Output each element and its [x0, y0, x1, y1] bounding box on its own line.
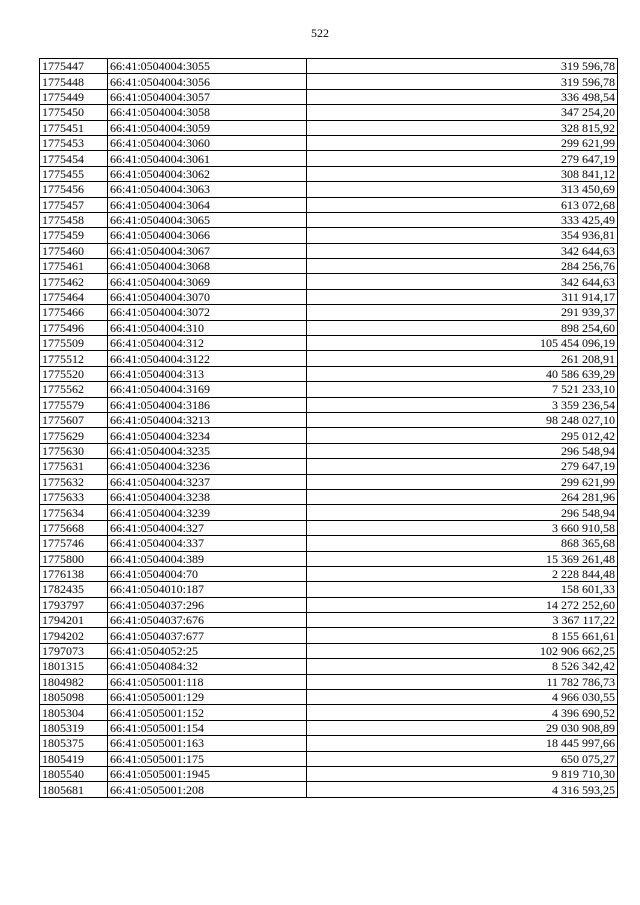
row-number-cell: 1805419 [40, 751, 108, 766]
table-row [40, 690, 618, 705]
page-number: 522 [311, 26, 329, 40]
cadastral-number-cell: 66:41:0505001:208 [108, 782, 307, 797]
table-body [40, 59, 618, 798]
cadastral-value-cell: 11 782 786,73 [307, 674, 618, 689]
cadastral-number-cell: 66:41:0504037:677 [108, 628, 307, 643]
table-row [40, 182, 618, 197]
cadastral-value-cell: 8 526 342,42 [307, 659, 618, 674]
cadastral-value-table [39, 58, 618, 798]
table-row [40, 305, 618, 320]
row-number-cell: 1775453 [40, 135, 108, 150]
cadastral-number-cell: 66:41:0504004:312 [108, 336, 307, 351]
cadastral-value-cell: 311 914,17 [307, 289, 618, 304]
cadastral-value-cell: 342 644,63 [307, 274, 618, 289]
row-number-cell: 1775455 [40, 166, 108, 181]
table-row [40, 643, 618, 658]
row-number-cell: 1775466 [40, 305, 108, 320]
table-row [40, 243, 618, 258]
table-row [40, 105, 618, 120]
table-row [40, 274, 618, 289]
cadastral-value-cell: 354 936,81 [307, 228, 618, 243]
cadastral-value-cell: 336 498,54 [307, 89, 618, 104]
cadastral-number-cell: 66:41:0504004:3057 [108, 89, 307, 104]
row-number-cell: 1775456 [40, 182, 108, 197]
table-row [40, 782, 618, 797]
cadastral-value-cell: 291 939,37 [307, 305, 618, 320]
cadastral-value-cell: 264 281,96 [307, 489, 618, 504]
cadastral-value-cell: 650 075,27 [307, 751, 618, 766]
cadastral-number-cell: 66:41:0504004:3069 [108, 274, 307, 289]
table-row [40, 505, 618, 520]
cadastral-value-cell: 40 586 639,29 [307, 366, 618, 381]
cadastral-value-cell: 158 601,33 [307, 582, 618, 597]
row-number-cell: 1782435 [40, 582, 108, 597]
row-number-cell: 1776138 [40, 566, 108, 581]
cadastral-value-cell: 342 644,63 [307, 243, 618, 258]
row-number-cell: 1775447 [40, 59, 108, 74]
row-number-cell: 1775451 [40, 120, 108, 135]
cadastral-value-cell: 2 228 844,48 [307, 566, 618, 581]
row-number-cell: 1775630 [40, 443, 108, 458]
table-row [40, 520, 618, 535]
table-row [40, 751, 618, 766]
table-row [40, 474, 618, 489]
row-number-cell: 1775631 [40, 459, 108, 474]
row-number-cell: 1805375 [40, 736, 108, 751]
table-row [40, 320, 618, 335]
table-row [40, 212, 618, 227]
row-number-cell: 1775746 [40, 536, 108, 551]
cadastral-number-cell: 66:41:0504004:3239 [108, 505, 307, 520]
cadastral-number-cell: 66:41:0504004:3237 [108, 474, 307, 489]
row-number-cell: 1775512 [40, 351, 108, 366]
row-number-cell: 1775458 [40, 212, 108, 227]
row-number-cell: 1775562 [40, 382, 108, 397]
cadastral-value-cell: 299 621,99 [307, 474, 618, 489]
row-number-cell: 1775459 [40, 228, 108, 243]
cadastral-number-cell: 66:41:0504004:3061 [108, 151, 307, 166]
table-row [40, 597, 618, 612]
cadastral-number-cell: 66:41:0504004:3066 [108, 228, 307, 243]
cadastral-value-cell: 14 272 252,60 [307, 597, 618, 612]
table-row [40, 89, 618, 104]
cadastral-value-cell: 15 369 261,48 [307, 551, 618, 566]
cadastral-value-cell: 9 819 710,30 [307, 766, 618, 781]
cadastral-value-cell: 279 647,19 [307, 459, 618, 474]
table-row [40, 443, 618, 458]
row-number-cell: 1775461 [40, 259, 108, 274]
cadastral-value-cell: 319 596,78 [307, 59, 618, 74]
table-row [40, 628, 618, 643]
cadastral-number-cell: 66:41:0504004:3169 [108, 382, 307, 397]
table-row [40, 428, 618, 443]
table-row [40, 74, 618, 89]
table-row [40, 489, 618, 504]
cadastral-number-cell: 66:41:0504004:3058 [108, 105, 307, 120]
cadastral-value-cell: 296 548,94 [307, 505, 618, 520]
cadastral-value-cell: 313 450,69 [307, 182, 618, 197]
cadastral-number-cell: 66:41:0504004:310 [108, 320, 307, 335]
cadastral-value-cell: 299 621,99 [307, 135, 618, 150]
cadastral-value-cell: 279 647,19 [307, 151, 618, 166]
cadastral-value-cell: 3 359 236,54 [307, 397, 618, 412]
cadastral-number-cell: 66:41:0504004:3062 [108, 166, 307, 181]
cadastral-number-cell: 66:41:0504004:3234 [108, 428, 307, 443]
table-row [40, 366, 618, 381]
table-row [40, 551, 618, 566]
table-row [40, 228, 618, 243]
table-row [40, 135, 618, 150]
cadastral-value-cell: 3 660 910,58 [307, 520, 618, 535]
table-row [40, 336, 618, 351]
row-number-cell: 1794201 [40, 613, 108, 628]
cadastral-number-cell: 66:41:0505001:152 [108, 705, 307, 720]
cadastral-value-cell: 29 030 908,89 [307, 720, 618, 735]
cadastral-value-cell: 319 596,78 [307, 74, 618, 89]
row-number-cell: 1775464 [40, 289, 108, 304]
cadastral-value-cell: 4 316 593,25 [307, 782, 618, 797]
table-row [40, 59, 618, 74]
cadastral-number-cell: 66:41:0504004:337 [108, 536, 307, 551]
row-number-cell: 1794202 [40, 628, 108, 643]
cadastral-number-cell: 66:41:0504037:676 [108, 613, 307, 628]
table-row [40, 397, 618, 412]
row-number-cell: 1797073 [40, 643, 108, 658]
cadastral-number-cell: 66:41:0504004:3056 [108, 74, 307, 89]
row-number-cell: 1805319 [40, 720, 108, 735]
row-number-cell: 1775449 [40, 89, 108, 104]
cadastral-number-cell: 66:41:0504084:32 [108, 659, 307, 674]
row-number-cell: 1804982 [40, 674, 108, 689]
cadastral-value-cell: 102 906 662,25 [307, 643, 618, 658]
cadastral-value-cell: 4 396 690,52 [307, 705, 618, 720]
cadastral-number-cell: 66:41:0505001:118 [108, 674, 307, 689]
cadastral-value-cell: 868 365,68 [307, 536, 618, 551]
row-number-cell: 1805304 [40, 705, 108, 720]
cadastral-number-cell: 66:41:0504004:3065 [108, 212, 307, 227]
row-number-cell: 1775462 [40, 274, 108, 289]
cadastral-number-cell: 66:41:0504004:3236 [108, 459, 307, 474]
cadastral-number-cell: 66:41:0504004:3122 [108, 351, 307, 366]
row-number-cell: 1775454 [40, 151, 108, 166]
cadastral-number-cell: 66:41:0505001:163 [108, 736, 307, 751]
table-row [40, 536, 618, 551]
cadastral-value-cell: 4 966 030,55 [307, 690, 618, 705]
row-number-cell: 1801315 [40, 659, 108, 674]
table-row [40, 197, 618, 212]
cadastral-number-cell: 66:41:0504004:3213 [108, 412, 307, 427]
row-number-cell: 1805540 [40, 766, 108, 781]
cadastral-value-cell: 18 445 997,66 [307, 736, 618, 751]
table-row [40, 259, 618, 274]
cadastral-number-cell: 66:41:0504004:3238 [108, 489, 307, 504]
cadastral-value-cell: 898 254,60 [307, 320, 618, 335]
cadastral-value-cell: 98 248 027,10 [307, 412, 618, 427]
cadastral-number-cell: 66:41:0504004:3063 [108, 182, 307, 197]
cadastral-number-cell: 66:41:0504004:3186 [108, 397, 307, 412]
row-number-cell: 1775633 [40, 489, 108, 504]
table-row [40, 566, 618, 581]
cadastral-value-cell: 105 454 096,19 [307, 336, 618, 351]
row-number-cell: 1775448 [40, 74, 108, 89]
cadastral-number-cell: 66:41:0504004:3235 [108, 443, 307, 458]
row-number-cell: 1775607 [40, 412, 108, 427]
row-number-cell: 1805681 [40, 782, 108, 797]
table-row [40, 674, 618, 689]
table-row [40, 459, 618, 474]
cadastral-number-cell: 66:41:0504004:327 [108, 520, 307, 535]
cadastral-value-cell: 333 425,49 [307, 212, 618, 227]
row-number-cell: 1775800 [40, 551, 108, 566]
cadastral-number-cell: 66:41:0504052:25 [108, 643, 307, 658]
table-row [40, 766, 618, 781]
table-row [40, 705, 618, 720]
cadastral-value-cell: 261 208,91 [307, 351, 618, 366]
cadastral-number-cell: 66:41:0504004:3067 [108, 243, 307, 258]
table-row [40, 659, 618, 674]
cadastral-value-cell: 295 012,42 [307, 428, 618, 443]
table-row [40, 351, 618, 366]
table-row [40, 289, 618, 304]
row-number-cell: 1793797 [40, 597, 108, 612]
table-row [40, 166, 618, 181]
cadastral-number-cell: 66:41:0504004:3060 [108, 135, 307, 150]
table-row [40, 412, 618, 427]
row-number-cell: 1775579 [40, 397, 108, 412]
row-number-cell: 1775509 [40, 336, 108, 351]
cadastral-value-cell: 3 367 117,22 [307, 613, 618, 628]
row-number-cell: 1775629 [40, 428, 108, 443]
row-number-cell: 1775496 [40, 320, 108, 335]
cadastral-number-cell: 66:41:0504004:3055 [108, 59, 307, 74]
cadastral-number-cell: 66:41:0504004:3059 [108, 120, 307, 135]
table-row [40, 736, 618, 751]
cadastral-number-cell: 66:41:0504037:296 [108, 597, 307, 612]
cadastral-number-cell: 66:41:0504004:3072 [108, 305, 307, 320]
row-number-cell: 1775450 [40, 105, 108, 120]
cadastral-number-cell: 66:41:0505001:129 [108, 690, 307, 705]
row-number-cell: 1775460 [40, 243, 108, 258]
row-number-cell: 1775632 [40, 474, 108, 489]
cadastral-value-cell: 347 254,20 [307, 105, 618, 120]
cadastral-value-cell: 308 841,12 [307, 166, 618, 181]
cadastral-number-cell: 66:41:0505001:1945 [108, 766, 307, 781]
cadastral-value-cell: 7 521 233,10 [307, 382, 618, 397]
table-row [40, 613, 618, 628]
cadastral-value-cell: 296 548,94 [307, 443, 618, 458]
cadastral-number-cell: 66:41:0504004:3068 [108, 259, 307, 274]
row-number-cell: 1775668 [40, 520, 108, 535]
table-row [40, 382, 618, 397]
cadastral-number-cell: 66:41:0504004:70 [108, 566, 307, 581]
table-row [40, 582, 618, 597]
cadastral-number-cell: 66:41:0504010:187 [108, 582, 307, 597]
cadastral-value-cell: 284 256,76 [307, 259, 618, 274]
cadastral-number-cell: 66:41:0504004:313 [108, 366, 307, 381]
cadastral-number-cell: 66:41:0504004:3064 [108, 197, 307, 212]
cadastral-number-cell: 66:41:0505001:175 [108, 751, 307, 766]
row-number-cell: 1775634 [40, 505, 108, 520]
cadastral-number-cell: 66:41:0505001:154 [108, 720, 307, 735]
row-number-cell: 1775520 [40, 366, 108, 381]
row-number-cell: 1805098 [40, 690, 108, 705]
cadastral-value-cell: 8 155 661,61 [307, 628, 618, 643]
table-row [40, 151, 618, 166]
cadastral-value-cell: 613 072,68 [307, 197, 618, 212]
table-row [40, 120, 618, 135]
cadastral-number-cell: 66:41:0504004:3070 [108, 289, 307, 304]
row-number-cell: 1775457 [40, 197, 108, 212]
cadastral-number-cell: 66:41:0504004:389 [108, 551, 307, 566]
table-row [40, 720, 618, 735]
cadastral-value-cell: 328 815,92 [307, 120, 618, 135]
